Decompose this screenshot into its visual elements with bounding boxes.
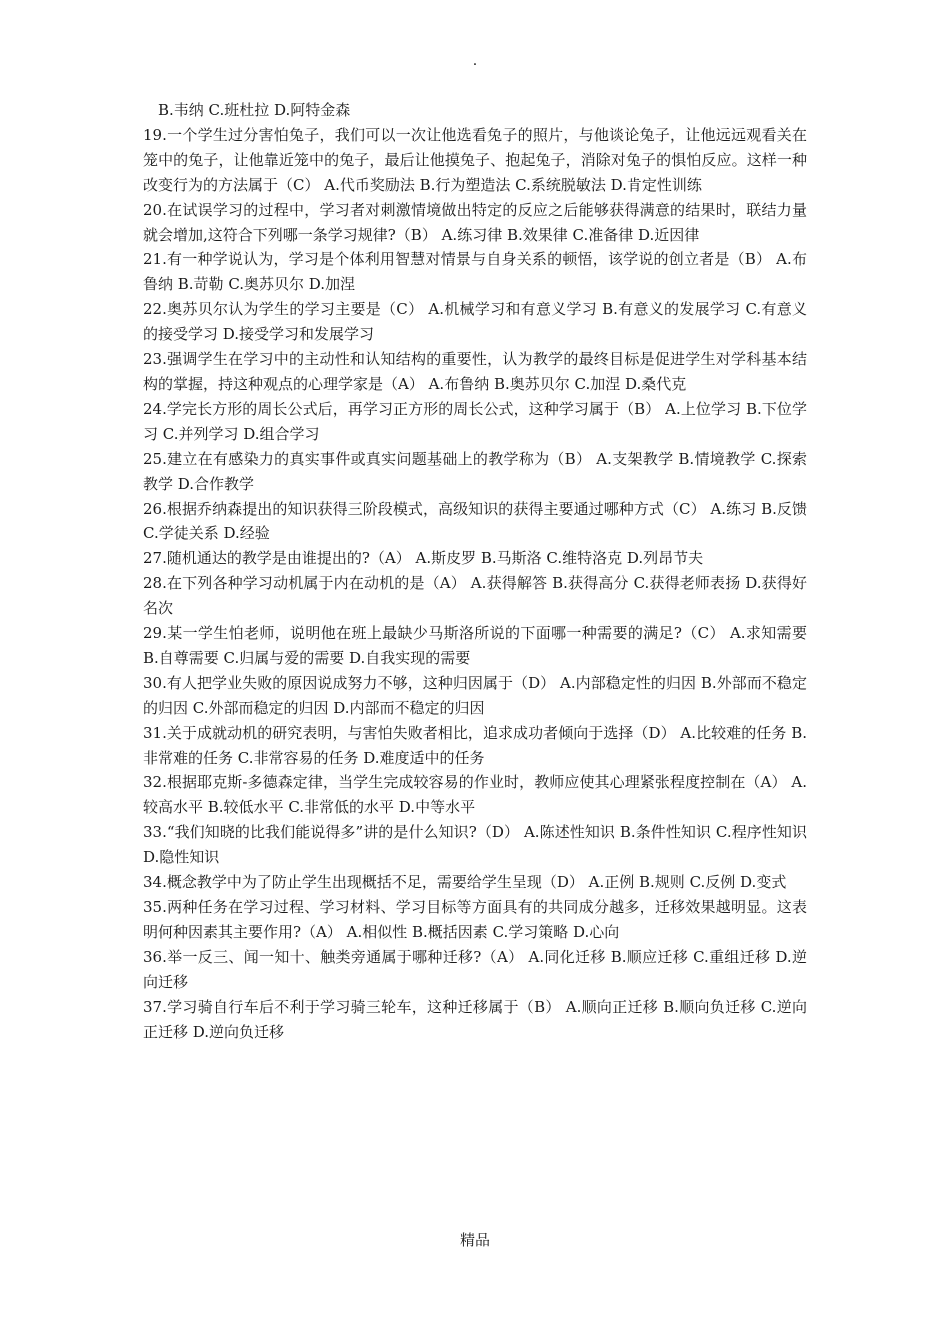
question-item: 33.“我们知晓的比我们能说得多”讲的是什么知识?（D） A.陈述性知识 B.条件性知识 C.程序性知识 D.隐性知识 — [143, 823, 807, 867]
question-item: 29.某一学生怕老师，说明他在班上最缺少马斯洛所说的下面哪一种需要的满足?（C） A.求知需要 B.自尊需要 C.归属与爱的需要 D.自我实现的需要 — [143, 624, 807, 667]
question-item: 21.有一种学说认为，学习是个体利用智慧对情景与自身关系的顿悟，该学说的创立者是（B） A.布鲁纳 B.苛勒 C.奥苏贝尔 D.加涅 — [143, 250, 807, 294]
question-item: 25.建立在有感染力的真实事件或真实问题基础上的教学称为（B） A.支架教学 B.情境教学 C.探索教学 D.合作教学 — [143, 449, 807, 493]
header-mark: . — [472, 53, 478, 69]
footer-label: 精品 — [459, 1231, 490, 1249]
question-item: 30.有人把学业失败的原因说成努力不够，这种归因属于（D） A.内部稳定性的归因 B.外部而不稳定的归因 C.外部而稳定的归因 D.内部而不稳定的归因 — [143, 673, 807, 717]
question-item: 34.概念教学中为了防止学生出现概括不足，需要给学生呈现（D） A.正例 B.规则 C.反例 D.变式 — [143, 873, 787, 892]
question-item: 27.随机通达的教学是由谁提出的?（A） A.斯皮罗 B.马斯洛 C.维特洛克 D.列昂节夫 — [143, 549, 704, 568]
question-item: 22.奥苏贝尔认为学生的学习主要是（C） A.机械学习和有意义学习 B.有意义的发展学习 C.有意义的接受学习 D.接受学习和发展学习 — [143, 300, 807, 344]
question-item: 37.学习骑自行车后不利于学习骑三轮车，这种迁移属于（B） A.顺向正迁移 B.顺向负迁移 C.逆向正迁移 D.逆向负迁移 — [143, 997, 807, 1041]
question-item: 24.学完长方形的周长公式后，再学习正方形的周长公式，这种学习属于（B） A.上位学习 B.下位学习 C.并列学习 D.组合学习 — [143, 399, 807, 443]
question-item: 35.两种任务在学习过程、学习材料、学习目标等方面具有的共同成分越多，迁移效果越明显。这表明何种因素其主要作用?（A） A.相似性 B.概括因素 C.学习策略 D.心向 — [143, 898, 807, 941]
question-item: 23.强调学生在学习中的主动性和认知结构的重要性，认为教学的最终目标是促进学生对学科基本结构的掌握，持这种观点的心理学家是（A） A.布鲁纳 B.奥苏贝尔 C.加涅 D.桑代克 — [143, 350, 807, 393]
question-item: 19.一个学生过分害怕兔子，我们可以一次让他选看兔子的照片，与他谈论兔子，让他远远观看关在笼中的兔子，让他靠近笼中的兔子，最后让他摸兔子、抱起兔子，消除对兔子的惧怕反应。这样一种改变行为的方法属于（C） A.代币奖励法 B.行为塑造法 C.系统脱敏法 D.肯定性训练 — [143, 125, 807, 194]
question-item: 32.根据耶克斯-多德森定律，当学生完成较容易的作业时，教师应使其心理紧张程度控制在（A） A.较高水平 B.较低水平 C.非常低的水平 D.中等水平 — [143, 773, 807, 817]
question-item: 20.在试误学习的过程中，学习者对刺激情境做出特定的反应之后能够获得满意的结果时，联结力量就会增加,这符合下列哪一条学习规律?（B） A.练习律 B.效果律 C.准备律 D.近因律 — [143, 200, 807, 244]
question-item: 28.在下列各种学习动机属于内在动机的是（A） A.获得解答 B.获得高分 C.获得老师表扬 D.获得好名次 — [143, 574, 807, 618]
question-item: 26.根据乔纳森提出的知识获得三阶段模式，高级知识的获得主要通过哪种方式（C） A.练习 B.反馈 C.学徒关系 D.经验 — [143, 499, 807, 543]
question-item: B.韦纳 C.班杜拉 D.阿特金森 — [158, 101, 351, 119]
question-item: 31.关于成就动机的研究表明，与害怕失败者相比，追求成功者倾向于选择（D） A.比较难的任务 B.非常难的任务 C.非常容易的任务 D.难度适中的任务 — [143, 723, 807, 767]
question-item: 36.举一反三、闻一知十、触类旁通属于哪种迁移?（A） A.同化迁移 B.顺应迁移 C.重组迁移 D.逆向迁移 — [143, 947, 807, 991]
question-list — [143, 98, 807, 1044]
